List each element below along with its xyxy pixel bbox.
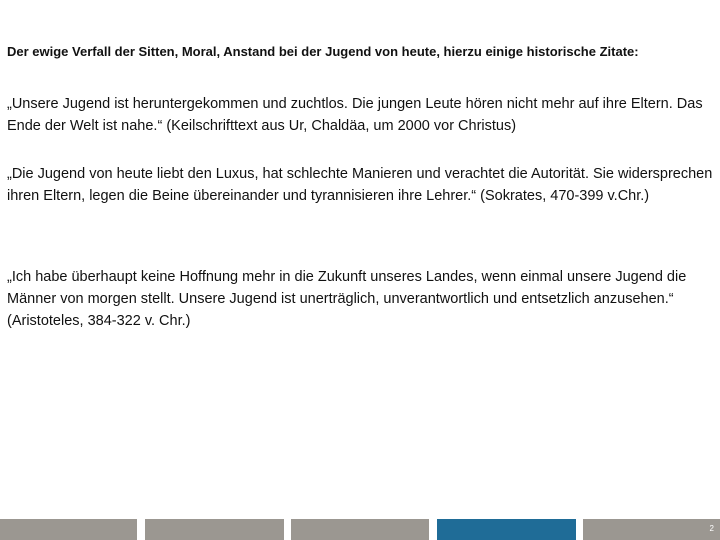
- footer-segment-5: [583, 519, 720, 540]
- quote-keilschrift: „Unsere Jugend ist heruntergekommen und zuchtlos. Die jungen Leute hören nicht mehr auf ihre Eltern. Das Ende der Welt ist nahe.“ (Keilschrifttext aus Ur, Chaldäa, um 2000 vor Christus): [7, 96, 703, 134]
- quote-sokrates: „Die Jugend von heute liebt den Luxus, hat schlechte Manieren und verachtet die Autorität. Sie widersprechen ihren Eltern, legen die Beine übereinander und tyrannisieren ihre Lehrer.“ (Sokrates, 470-399 v.Chr.): [7, 166, 713, 204]
- footer-segment-3: [291, 519, 429, 540]
- page-number: 2: [709, 524, 714, 533]
- footer-segment-4-active: [437, 519, 576, 540]
- footer-bar: [0, 519, 720, 540]
- slide-heading: Der ewige Verfall der Sitten, Moral, Anstand bei der Jugend von heute, hierzu einige historische Zitate:: [7, 44, 639, 59]
- quote-aristoteles: „Ich habe überhaupt keine Hoffnung mehr in die Zukunft unseres Landes, wenn einmal unsere Jugend die Männer von morgen stellt. Unsere Jugend ist unerträglich, unverantwortlich und entsetzlich anzusehen.“ (Aristoteles, 384-322 v. Chr.): [7, 269, 687, 329]
- footer-segment-1: [0, 519, 137, 540]
- footer-segment-2: [145, 519, 284, 540]
